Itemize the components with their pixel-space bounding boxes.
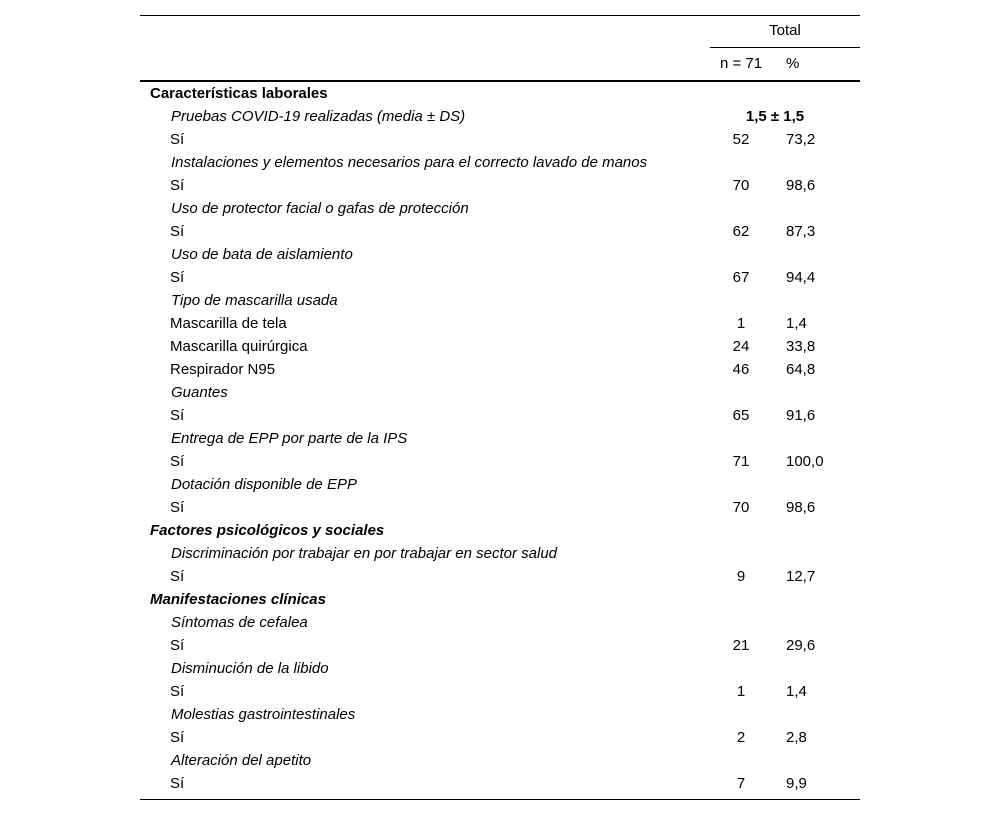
count-cell: 70 [732, 177, 750, 194]
row-label: Factores psicológicos y sociales [150, 522, 385, 539]
row-label: Respirador N95 [170, 361, 276, 378]
row-label: Sí [170, 269, 185, 286]
count-cell: 1 [736, 315, 746, 332]
row-label: Sí [170, 775, 185, 792]
mean-sd-value: 1,5 ± 1,5 [745, 108, 805, 125]
row-label: Sí [170, 568, 185, 585]
row-label: Manifestaciones clínicas [150, 591, 326, 608]
row-label: Sí [170, 499, 185, 516]
answer-row [140, 565, 860, 588]
question-row [140, 749, 860, 772]
percent-cell: 9,9 [786, 775, 807, 792]
row-label: Tipo de mascarilla usada [171, 292, 338, 309]
answer-row [140, 634, 860, 657]
table-bottom-rule [140, 799, 860, 800]
header-total: Total [769, 22, 801, 39]
question-row [140, 105, 860, 128]
question-row [140, 657, 860, 680]
count-cell: 62 [732, 223, 750, 240]
answer-row [140, 266, 860, 289]
count-cell: 1 [736, 683, 746, 700]
section-heading-row [140, 519, 860, 542]
answer-row [140, 335, 860, 358]
count-cell: 70 [732, 499, 750, 516]
row-label: Sí [170, 683, 185, 700]
row-label: Sí [170, 729, 185, 746]
answer-row [140, 496, 860, 519]
row-label: Guantes [171, 384, 228, 401]
row-label: Dotación disponible de EPP [171, 476, 357, 493]
row-label: Molestias gastrointestinales [171, 706, 356, 723]
row-label: Sí [170, 407, 185, 424]
row-label: Sí [170, 453, 185, 470]
percent-cell: 98,6 [786, 177, 816, 194]
row-label: Alteración del apetito [171, 752, 312, 769]
percent-cell: 64,8 [786, 361, 816, 378]
row-label: Discriminación por trabajar en por trabajar en sector salud [171, 545, 558, 562]
question-row [140, 243, 860, 266]
section-heading-row [140, 82, 860, 105]
table-body [140, 82, 860, 795]
question-row [140, 703, 860, 726]
percent-cell: 29,6 [786, 637, 816, 654]
question-row [140, 381, 860, 404]
row-label: Instalaciones y elementos necesarios para el correcto lavado de manos [171, 154, 648, 171]
percent-cell: 94,4 [786, 269, 816, 286]
percent-cell: 1,4 [786, 683, 807, 700]
question-row [140, 473, 860, 496]
row-label: Sí [170, 131, 185, 148]
row-label: Características laborales [150, 85, 328, 102]
count-cell: 21 [732, 637, 750, 654]
question-row [140, 151, 860, 174]
count-cell: 46 [732, 361, 750, 378]
row-label: Pruebas COVID-19 realizadas (media ± DS) [171, 108, 466, 125]
answer-row [140, 680, 860, 703]
row-label: Síntomas de cefalea [171, 614, 308, 631]
answer-row [140, 174, 860, 197]
answer-row [140, 726, 860, 749]
answer-row [140, 358, 860, 381]
row-label: Disminución de la libido [171, 660, 329, 677]
row-label: Mascarilla quirúrgica [170, 338, 308, 355]
count-cell: 67 [732, 269, 750, 286]
answer-row [140, 404, 860, 427]
answer-row [140, 128, 860, 151]
count-cell: 9 [736, 568, 746, 585]
header-percent: % [786, 55, 800, 72]
row-label: Uso de protector facial o gafas de protección [171, 200, 469, 217]
percent-cell: 73,2 [786, 131, 816, 148]
row-label: Entrega de EPP por parte de la IPS [171, 430, 408, 447]
answer-row [140, 220, 860, 243]
count-cell: 2 [736, 729, 746, 746]
count-cell: 24 [732, 338, 750, 355]
header-total-rule [710, 47, 860, 48]
percent-cell: 2,8 [786, 729, 807, 746]
count-cell: 7 [736, 775, 746, 792]
table-top-rule [140, 15, 860, 16]
count-cell: 52 [732, 131, 750, 148]
count-cell: 71 [732, 453, 750, 470]
count-cell: 65 [732, 407, 750, 424]
percent-cell: 98,6 [786, 499, 816, 516]
row-label: Sí [170, 177, 185, 194]
percent-cell: 33,8 [786, 338, 816, 355]
percent-cell: 91,6 [786, 407, 816, 424]
question-row [140, 197, 860, 220]
section-heading-row [140, 588, 860, 611]
answer-row [140, 772, 860, 795]
header-n: n = 71 [719, 55, 763, 72]
answer-row [140, 450, 860, 473]
row-label: Sí [170, 637, 185, 654]
percent-cell: 87,3 [786, 223, 816, 240]
row-label: Sí [170, 223, 185, 240]
percent-cell: 12,7 [786, 568, 816, 585]
percent-cell: 100,0 [786, 453, 824, 470]
question-row [140, 611, 860, 634]
question-row [140, 427, 860, 450]
question-row [140, 542, 860, 565]
question-row [140, 289, 860, 312]
row-label: Uso de bata de aislamiento [171, 246, 353, 263]
answer-row [140, 312, 860, 335]
percent-cell: 1,4 [786, 315, 807, 332]
row-label: Mascarilla de tela [170, 315, 287, 332]
